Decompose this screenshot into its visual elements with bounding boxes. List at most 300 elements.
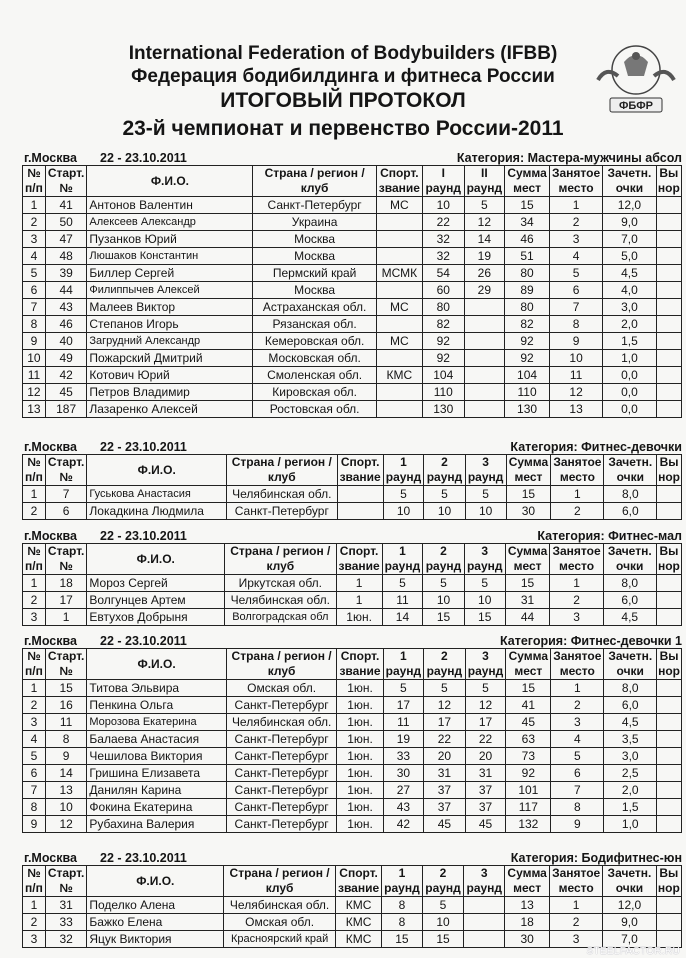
table-cell <box>657 680 682 697</box>
table-cell: Санкт-Петербург <box>226 782 337 799</box>
column-header: раунд <box>422 181 464 197</box>
table-cell: 20 <box>465 748 506 765</box>
table-cell: 12 <box>464 214 505 231</box>
table-cell <box>376 350 422 367</box>
table-cell: 1 <box>549 197 602 214</box>
table-cell: Титова Эльвира <box>87 680 226 697</box>
table-cell: 44 <box>45 282 87 299</box>
table-cell: 5 <box>423 575 465 592</box>
column-header: место <box>549 181 602 197</box>
column-header: звание <box>376 181 422 197</box>
column-header: Сумма <box>506 455 551 471</box>
table-cell: 1 <box>23 680 46 697</box>
table-cell: 1,5 <box>603 333 657 350</box>
table-row <box>23 503 682 520</box>
table-cell: 187 <box>45 401 87 418</box>
table-cell: 29 <box>464 282 505 299</box>
table-cell: 27 <box>383 782 424 799</box>
column-header: Ф.И.О. <box>87 544 225 575</box>
header-row <box>23 649 682 665</box>
table-cell <box>657 748 682 765</box>
table-cell: Украина <box>253 214 376 231</box>
table-row <box>23 714 682 731</box>
table-cell <box>464 350 505 367</box>
table-cell: 3 <box>23 609 46 626</box>
table-cell: 15 <box>505 197 550 214</box>
column-header: раунд <box>464 881 505 897</box>
table-cell: МС <box>376 299 422 316</box>
table-cell: 1юн. <box>337 765 383 782</box>
table-cell: 4,5 <box>603 609 656 626</box>
column-header: 3 <box>465 649 506 665</box>
column-header: Страна / регион / <box>253 166 376 182</box>
table-row <box>23 609 682 626</box>
table-cell <box>656 897 681 914</box>
table-row <box>23 384 682 401</box>
table-cell: 3,0 <box>603 299 657 316</box>
column-header: Вы <box>656 544 681 560</box>
table-cell: 3 <box>551 714 604 731</box>
column-header: мест <box>505 559 550 575</box>
table-cell <box>656 609 681 626</box>
table-cell: 110 <box>422 384 464 401</box>
table-cell: 30 <box>505 931 550 948</box>
table-cell: Степанов Игорь <box>87 316 253 333</box>
header-row <box>23 455 682 471</box>
table-cell: 92 <box>422 350 464 367</box>
table-row <box>23 931 682 948</box>
table-cell: 51 <box>505 248 550 265</box>
table-cell: 18 <box>45 575 87 592</box>
table-cell: 7,0 <box>603 931 656 948</box>
date: 22 - 23.10.2011 <box>100 151 187 165</box>
table-cell: 11 <box>23 367 46 384</box>
section-caption <box>22 151 682 164</box>
table-row <box>23 333 682 350</box>
table-cell: 9 <box>549 333 602 350</box>
table-cell: 0,0 <box>603 401 657 418</box>
table-cell: 31 <box>424 765 465 782</box>
table-cell: 73 <box>506 748 551 765</box>
column-header: раунд <box>383 470 424 486</box>
table-cell: 5 <box>549 265 602 282</box>
table-cell: 5 <box>424 486 465 503</box>
table-cell: 46 <box>45 316 87 333</box>
protocol-title: ИТОГОВЫЙ ПРОТОКОЛ <box>220 89 466 112</box>
table-cell <box>656 333 681 350</box>
table-cell: 45 <box>506 714 551 731</box>
table-cell <box>464 333 505 350</box>
table-cell: 7 <box>23 782 46 799</box>
table-cell: 5 <box>422 897 464 914</box>
table-cell: 17 <box>383 697 424 714</box>
table-cell: 5,0 <box>603 248 657 265</box>
column-header: № <box>23 866 46 882</box>
table-cell: 15 <box>45 680 87 697</box>
category: Категория: Фитнес-девочки 1 <box>499 634 682 648</box>
section-caption <box>22 634 682 647</box>
table-cell: 54 <box>422 265 464 282</box>
table-cell: Омская обл. <box>224 914 336 931</box>
table-cell <box>656 914 681 931</box>
column-header: Сумма <box>506 649 551 665</box>
column-header: очки <box>603 881 656 897</box>
table-cell: 1 <box>550 897 603 914</box>
column-header: место <box>551 664 604 680</box>
table-cell: 4,5 <box>604 714 657 731</box>
city: г.Москва <box>24 851 77 865</box>
table-cell: 12 <box>424 697 465 714</box>
table-cell: 1юн. <box>337 714 383 731</box>
table-cell <box>657 765 682 782</box>
table-cell: 3 <box>550 609 603 626</box>
table-cell <box>656 316 681 333</box>
table-row <box>23 748 682 765</box>
column-header: клуб <box>253 181 376 197</box>
table-cell: 12,0 <box>603 897 656 914</box>
table-row <box>23 197 682 214</box>
table-cell: 92 <box>505 350 550 367</box>
table-cell: 8 <box>45 731 87 748</box>
table-cell: Москва <box>253 282 376 299</box>
table-cell: 1 <box>550 575 603 592</box>
table-cell: 63 <box>506 731 551 748</box>
table-cell: 41 <box>45 197 87 214</box>
column-header: Старт. <box>45 866 87 882</box>
table-cell: 8,0 <box>604 680 657 697</box>
table-cell: 6 <box>45 503 87 520</box>
column-header: 2 <box>424 455 465 471</box>
column-header: раунд <box>382 559 423 575</box>
table-cell <box>656 384 681 401</box>
column-header: нор <box>658 664 680 678</box>
table-cell: 82 <box>422 316 464 333</box>
table-cell: Поделко Алена <box>87 897 224 914</box>
table-cell: 17 <box>45 592 87 609</box>
table-cell: 37 <box>465 799 506 816</box>
table-cell: 7,0 <box>603 231 657 248</box>
column-header: Занятое <box>551 649 604 665</box>
column-header: звание <box>336 881 382 897</box>
table-cell: 92 <box>422 333 464 350</box>
table-cell: Пермский край <box>253 265 376 282</box>
table-cell: 3 <box>23 714 46 731</box>
column-header: Страна / регион / <box>224 866 336 882</box>
header-row <box>23 166 682 182</box>
table-cell: Кемеровская обл. <box>253 333 376 350</box>
column-header: Ф.И.О. <box>87 866 224 897</box>
table-row <box>23 731 682 748</box>
table-cell: 6,0 <box>603 592 656 609</box>
column-header: раунд <box>423 559 465 575</box>
table-cell <box>376 214 422 231</box>
table-cell: 8 <box>23 799 46 816</box>
table-cell: 6 <box>23 765 46 782</box>
table-cell: Чешилова Виктория <box>87 748 226 765</box>
table-cell: 1юн. <box>337 799 383 816</box>
table-cell: Челябинская обл. <box>224 897 336 914</box>
table-cell: 5 <box>464 575 505 592</box>
column-header: Сумма <box>505 866 550 882</box>
table-cell: Пенкина Ольга <box>87 697 226 714</box>
table-cell: 10 <box>424 503 465 520</box>
table-cell: 2 <box>551 503 604 520</box>
table-cell: 3 <box>23 231 46 248</box>
table-cell: 3,0 <box>604 748 657 765</box>
column-header: Занятое <box>550 544 603 560</box>
city: г.Москва <box>24 440 77 454</box>
table-cell: 9 <box>23 816 46 833</box>
table-cell: Красноярский край <box>224 931 336 948</box>
table-cell: Москва <box>253 231 376 248</box>
column-header: Вы <box>656 166 681 182</box>
table-cell: Филиппычев Алексей <box>87 282 253 299</box>
table-cell: МС <box>376 197 422 214</box>
table-cell: 30 <box>506 503 551 520</box>
table-cell: 3,5 <box>604 731 657 748</box>
column-header: п/п <box>23 559 46 575</box>
column-header: Старт. <box>45 544 87 560</box>
category: Категория: Бодифитнес-юн <box>510 851 682 865</box>
table-cell: 15 <box>382 931 423 948</box>
protocol-section <box>22 440 682 520</box>
table-cell <box>657 799 682 816</box>
column-header: раунд <box>465 664 506 680</box>
column-header: место <box>550 881 603 897</box>
table-cell: 50 <box>45 214 87 231</box>
table-cell: 0,0 <box>603 367 657 384</box>
table-cell: 4,0 <box>603 282 657 299</box>
table-cell: 132 <box>506 816 551 833</box>
table-cell <box>376 282 422 299</box>
table-cell: 1 <box>23 897 46 914</box>
table-cell <box>657 816 682 833</box>
column-header: нор <box>658 470 681 484</box>
column-header: Ф.И.О. <box>87 649 226 680</box>
column-header: 2 <box>422 866 464 882</box>
column-header: нор <box>657 881 680 895</box>
column-header: I <box>422 166 464 182</box>
table-row <box>23 782 682 799</box>
table-cell: 2 <box>549 214 602 231</box>
table-cell: 1юн. <box>337 782 383 799</box>
table-row <box>23 486 682 503</box>
table-cell: 15 <box>464 609 505 626</box>
table-cell: 1юн. <box>336 609 382 626</box>
table-cell: 19 <box>383 731 424 748</box>
table-cell: Омская обл. <box>226 680 337 697</box>
column-header: 1 <box>382 544 423 560</box>
table-cell: 43 <box>45 299 87 316</box>
table-cell: 1 <box>336 575 382 592</box>
column-header: Старт. <box>45 166 87 182</box>
table-cell: 8,0 <box>604 486 657 503</box>
table-cell: 31 <box>465 765 506 782</box>
table-cell: Антонов Валентин <box>87 197 253 214</box>
table-cell: Гуськова Анастасия <box>87 486 227 503</box>
table-cell: 10 <box>464 592 505 609</box>
table-cell: 2 <box>23 697 46 714</box>
table-cell: 80 <box>422 299 464 316</box>
table-cell: Челябинская обл. <box>226 486 337 503</box>
table-cell: 15 <box>506 486 551 503</box>
column-header: № <box>45 470 87 486</box>
table-cell: 7 <box>45 486 87 503</box>
table-cell: 5 <box>424 680 465 697</box>
table-cell <box>656 401 681 418</box>
table-cell: 101 <box>506 782 551 799</box>
column-header: № <box>45 664 87 680</box>
column-header: 3 <box>465 455 506 471</box>
protocol-section <box>22 529 682 626</box>
table-cell <box>464 401 505 418</box>
table-cell: 9 <box>23 333 46 350</box>
table-cell <box>464 367 505 384</box>
column-header: мест <box>506 470 551 486</box>
table-cell: 10 <box>423 592 465 609</box>
table-cell: Люшаков Константин <box>87 248 253 265</box>
table-cell: 40 <box>45 333 87 350</box>
table-row <box>23 799 682 816</box>
table-row <box>23 765 682 782</box>
table-cell: 45 <box>424 816 465 833</box>
table-cell: 104 <box>422 367 464 384</box>
table-cell: Лазаренко Алексей <box>87 401 253 418</box>
column-header: п/п <box>23 181 46 197</box>
table-cell: КМС <box>376 367 422 384</box>
table-cell: 4 <box>549 248 602 265</box>
table-cell: 26 <box>464 265 505 282</box>
table-cell: 2 <box>23 214 46 231</box>
table-cell: 22 <box>465 731 506 748</box>
column-header: п/п <box>23 470 46 486</box>
table-cell: 8 <box>23 316 46 333</box>
table-row <box>23 897 682 914</box>
table-cell: 10 <box>465 503 506 520</box>
column-header: Занятое <box>551 455 604 471</box>
table-cell: 1,5 <box>604 799 657 816</box>
table-cell: 89 <box>505 282 550 299</box>
table-cell: 92 <box>505 333 550 350</box>
watermark: STEELFACTOR.RU <box>586 946 680 957</box>
category: Категория: Фитнес-девочки <box>510 440 682 454</box>
column-header: Зачетн. <box>603 544 656 560</box>
table-cell: 1 <box>336 592 382 609</box>
column-header: Страна / регион / <box>225 544 336 560</box>
table-cell: 5 <box>551 748 604 765</box>
table-row <box>23 697 682 714</box>
table-cell <box>657 714 682 731</box>
table-row <box>23 231 682 248</box>
table-cell: 11 <box>45 714 87 731</box>
protocol-section <box>22 634 682 833</box>
column-header: раунд <box>382 881 423 897</box>
table-cell: 2 <box>23 914 46 931</box>
table-cell: 30 <box>383 765 424 782</box>
table-cell: 13 <box>45 782 87 799</box>
column-header: клуб <box>226 470 337 486</box>
column-header: 1 <box>383 455 424 471</box>
table-cell: 9,0 <box>603 214 657 231</box>
table-cell: МСМК <box>376 265 422 282</box>
column-header: 3 <box>464 866 505 882</box>
column-header: 1 <box>382 866 423 882</box>
table-cell: 4,5 <box>603 265 657 282</box>
column-header: № <box>23 166 46 182</box>
table-cell: Рязанская обл. <box>253 316 376 333</box>
column-header: Зачетн. <box>603 166 657 182</box>
table-cell: 110 <box>505 384 550 401</box>
results-table <box>22 543 682 626</box>
table-cell: 12 <box>549 384 602 401</box>
table-cell: 14 <box>45 765 87 782</box>
table-cell: 130 <box>422 401 464 418</box>
table-cell: Астраханская обл. <box>253 299 376 316</box>
table-row <box>23 401 682 418</box>
table-cell <box>657 503 682 520</box>
column-header: № <box>45 559 87 575</box>
table-cell: 11 <box>549 367 602 384</box>
column-header: звание <box>337 664 383 680</box>
column-header: звание <box>336 559 382 575</box>
table-cell: Рубахина Валерия <box>87 816 226 833</box>
table-cell: 8 <box>551 799 604 816</box>
table-cell: 4 <box>23 248 46 265</box>
table-cell: 5 <box>23 748 46 765</box>
column-header: Спорт. <box>336 866 382 882</box>
column-header: мест <box>506 664 551 680</box>
table-cell: 2,0 <box>604 782 657 799</box>
table-cell: 1юн. <box>337 816 383 833</box>
column-header: очки <box>604 664 657 680</box>
table-cell <box>656 248 681 265</box>
table-cell: 0,0 <box>603 384 657 401</box>
city: г.Москва <box>24 634 77 648</box>
table-row <box>23 367 682 384</box>
table-cell: 44 <box>505 609 550 626</box>
column-header: место <box>551 470 604 486</box>
table-cell: Московская обл. <box>253 350 376 367</box>
championship-title: 23-й чемпионат и первенство России-2011 <box>122 117 564 140</box>
table-cell: 2 <box>23 592 46 609</box>
table-cell: Санкт-Петербург <box>226 731 337 748</box>
table-cell <box>464 384 505 401</box>
table-cell: 15 <box>505 575 550 592</box>
table-cell: 18 <box>505 914 550 931</box>
section-caption <box>22 529 682 542</box>
table-cell: 15 <box>423 609 465 626</box>
table-cell: 1,0 <box>604 816 657 833</box>
fbfr-logo <box>590 40 682 120</box>
column-header: Зачетн. <box>604 455 657 471</box>
column-header: раунд <box>464 559 505 575</box>
table-cell: КМС <box>336 897 382 914</box>
table-cell: 3 <box>550 931 603 948</box>
table-cell: 13 <box>505 897 550 914</box>
column-header: 2 <box>424 649 465 665</box>
table-cell: Пожарский Дмитрий <box>87 350 253 367</box>
table-cell <box>337 503 383 520</box>
table-cell: 6 <box>23 282 46 299</box>
results-table <box>22 165 682 418</box>
table-cell: 10 <box>422 197 464 214</box>
column-header: мест <box>505 881 550 897</box>
table-cell: 42 <box>45 367 87 384</box>
column-header: Ф.И.О. <box>87 166 253 197</box>
date: 22 - 23.10.2011 <box>100 634 187 648</box>
table-cell: 130 <box>505 401 550 418</box>
table-cell: 10 <box>23 350 46 367</box>
